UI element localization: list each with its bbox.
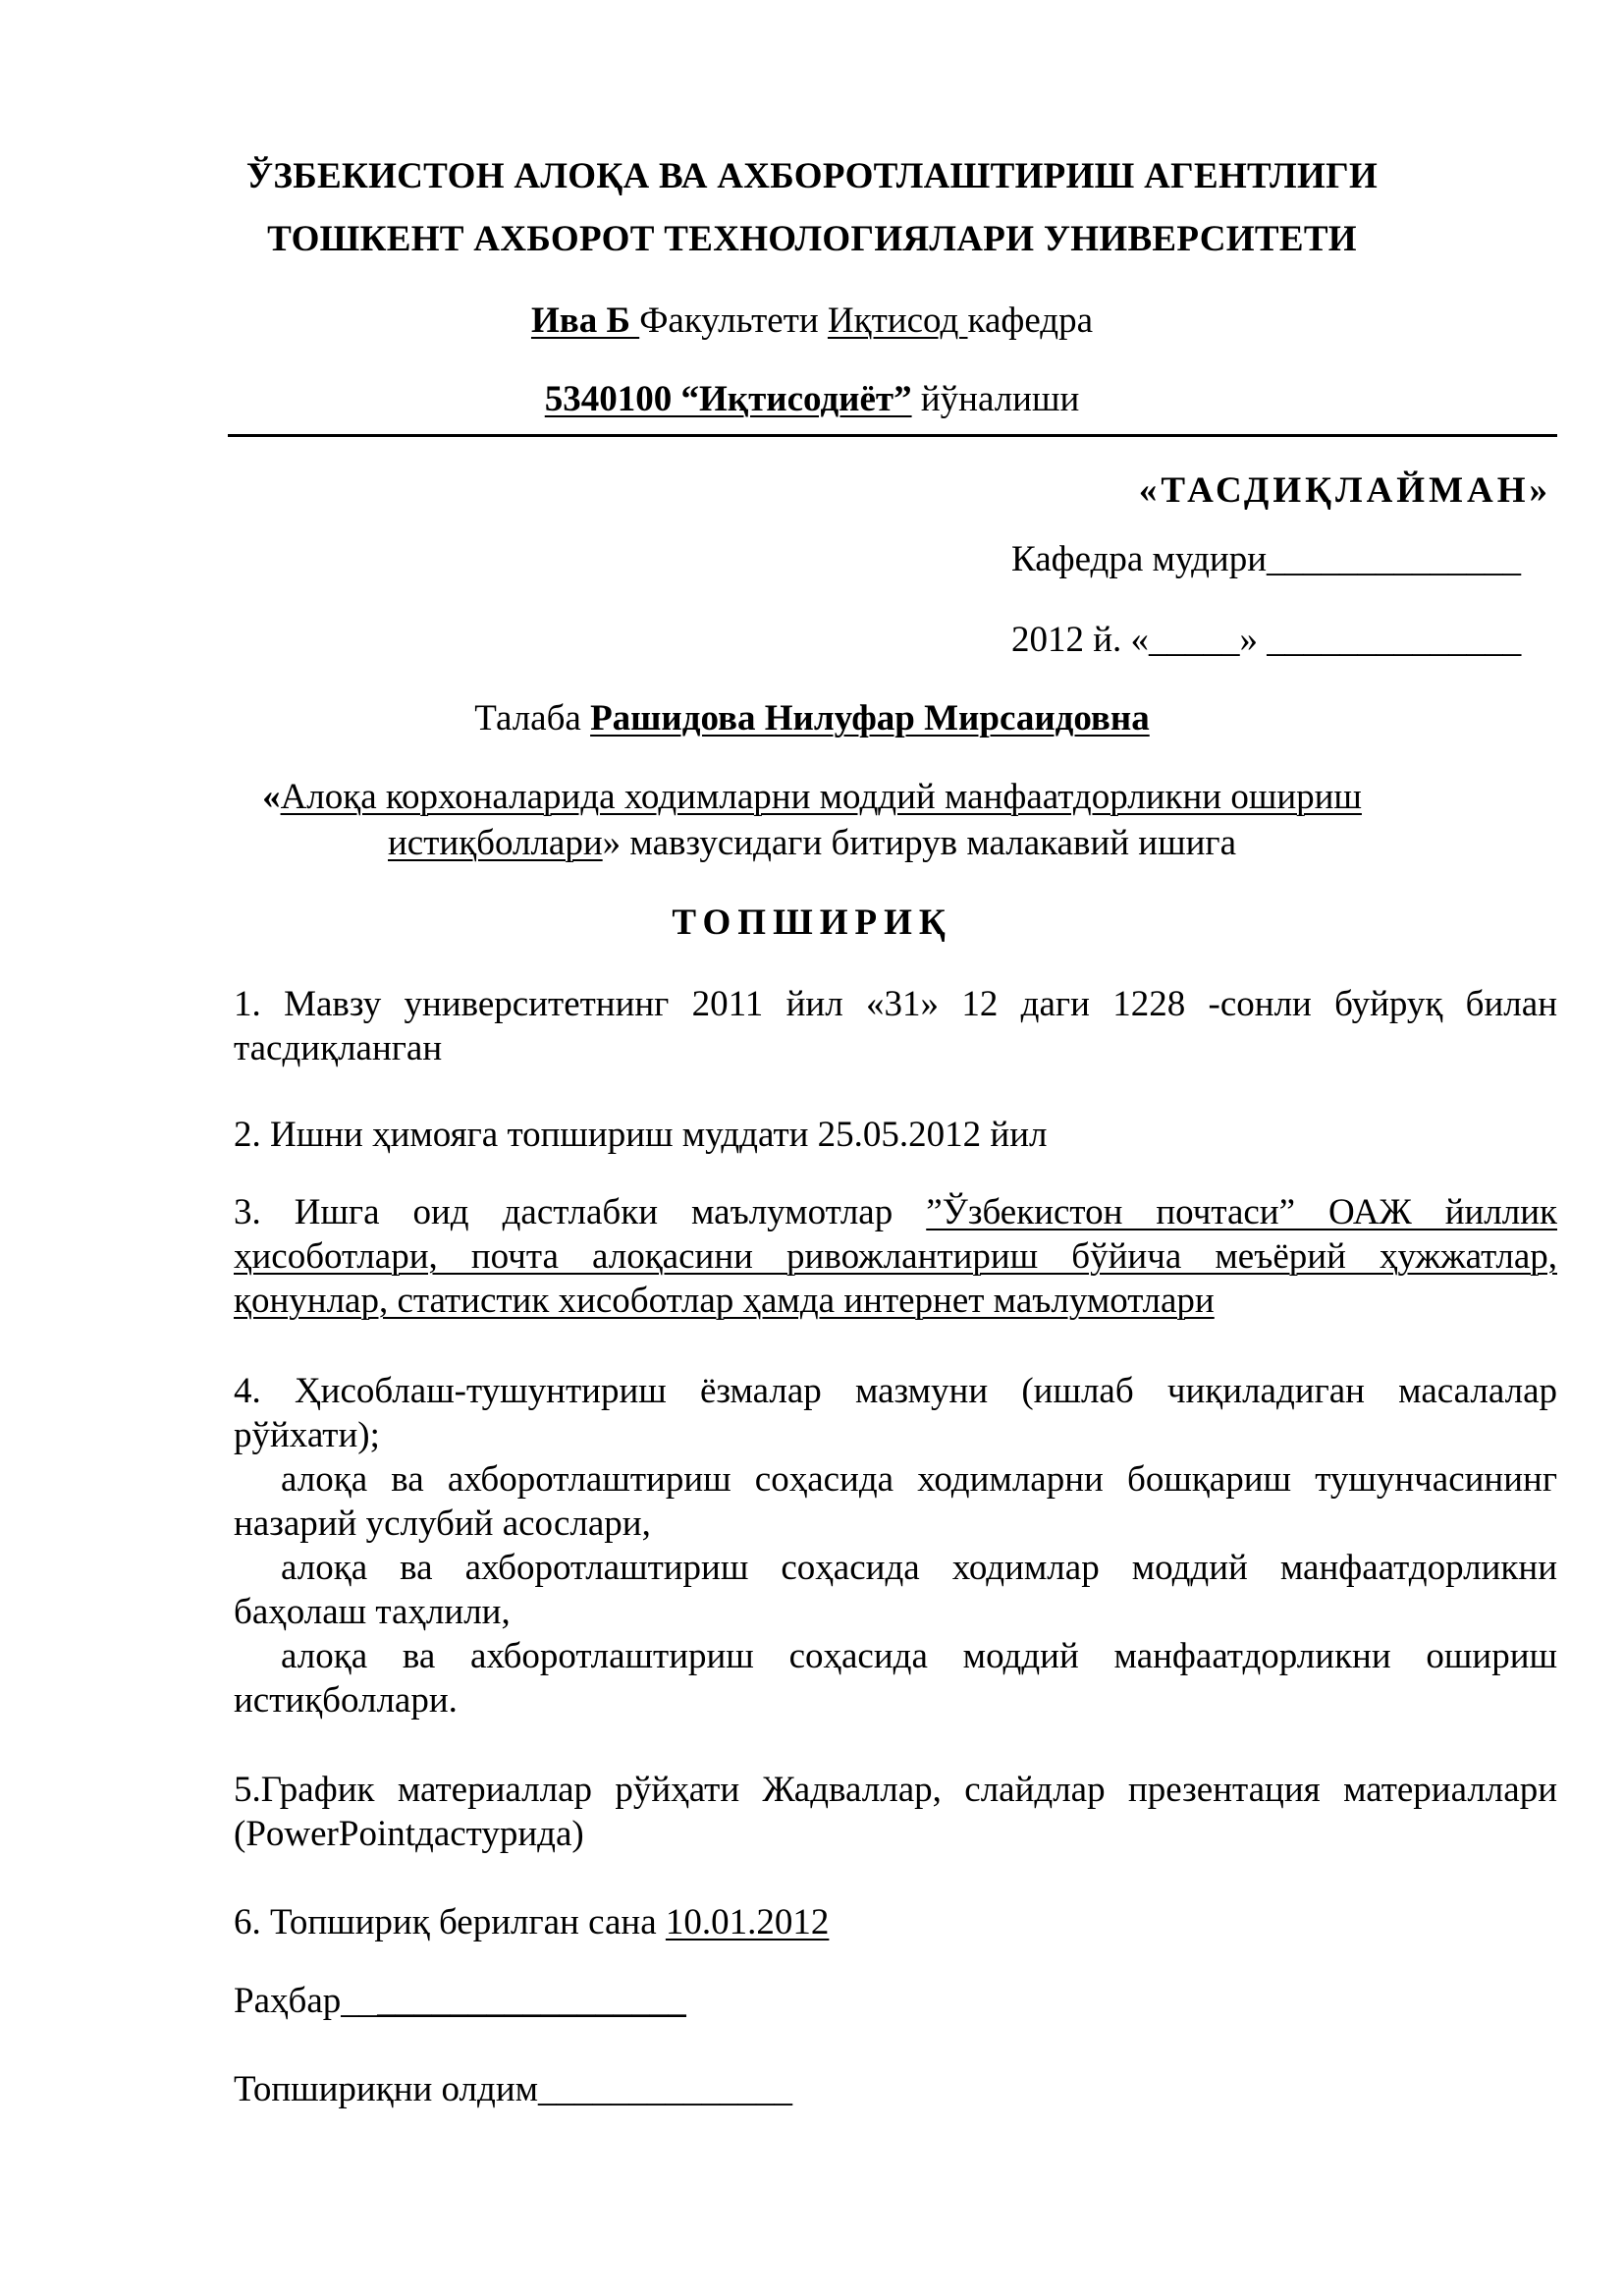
- student-name: Рашидова Нилуфар Мирсаидовна: [590, 698, 1150, 738]
- topic-open-quote: «: [262, 777, 281, 817]
- item-1: 1. Мавзу университетнинг 2011 йил «31» 12 даги 1228 -сонли буйруқ билан тасдиқланган: [234, 984, 1557, 1068]
- agency-heading: ЎЗБЕКИСТОН АЛОҚА ВА АХБОРОТЛАШТИРИШ АГЕНТЛИГИ: [245, 156, 1379, 196]
- item-6: [234, 1899, 1557, 1945]
- item-6-label: 6. Топшириқ берилган сана: [234, 1902, 666, 1942]
- approval-title: «ТАСДИҚЛАЙМАН»: [1138, 470, 1551, 511]
- item-6-date: 10.01.2012: [665, 1902, 830, 1942]
- approval-date-line: 2012 й. «_____» ______________: [1011, 620, 1522, 660]
- item-4-point-c: алоқа ва ахборотлаштириш соҳасида моддий манфаатдорликни ошириш истиқболлари.: [234, 1636, 1557, 1721]
- item-2: 2. Ишни ҳимояга топшириш муддати 25.05.2012 йил: [234, 1115, 1048, 1155]
- direction-code: 5340100 “Иқтисодиёт”: [544, 379, 912, 419]
- student-line: [0, 697, 1624, 739]
- item-3: [234, 1190, 1557, 1323]
- faculty-name: Ива Б: [530, 301, 640, 341]
- topic-rest: » мавзусидаги битирув малакавий ишига: [602, 823, 1236, 863]
- department-head-line: Кафедра мудири______________: [1011, 539, 1522, 579]
- direction-line: [0, 378, 1624, 420]
- item-3-label: 3. Ишга оид дастлабки маълумотлар: [234, 1192, 927, 1232]
- header-divider: [228, 434, 1557, 437]
- topic-block: [0, 774, 1624, 866]
- item-4-point-b: алоқа ва ахборотлаштириш соҳасида ходимлар моддий манфаатдорликни баҳолаш таҳлили,: [234, 1548, 1557, 1632]
- department-name: Иқтисод: [827, 301, 968, 341]
- topic-line-1: Алоқа корхоналарида ходимларни моддий манфаатдорликни ошириш: [280, 777, 1362, 817]
- supervisor-signature-line: _________________: [377, 1981, 686, 2021]
- student-label: Талаба: [474, 698, 591, 738]
- university-heading: ТОШКЕНТ АХБОРОТ ТЕХНОЛОГИЯЛАРИ УНИВЕРСИТЕТИ: [267, 219, 1357, 259]
- item-3-value: ”Ўзбекистон почтаси” ОАЖ йиллик ҳисоботлари, почта алоқасини ривожлантириш бўйича меъёрий ҳужжатлар, қонунлар, статистик хисоботлар ҳамда интернет маълумотлари: [234, 1192, 1558, 1321]
- faculty-line: [0, 300, 1624, 342]
- direction-word: йўналиши: [911, 379, 1080, 419]
- faculty-word: Факультети: [639, 301, 828, 341]
- item-4-intro: 4. Ҳисоблаш-тушунтириш ёзмалар мазмуни (ишлаб чиқиладиган масалалар рўйхати);: [234, 1371, 1557, 1455]
- supervisor-line: [234, 1978, 1557, 2024]
- task-title: ТОПШИРИҚ: [672, 902, 952, 943]
- department-word: кафедра: [967, 301, 1094, 341]
- received-line: Топшириқни олдим______________: [234, 2069, 793, 2109]
- item-4-point-a: алоқа ва ахборотлаштириш соҳасида ходимларни бошқариш тушунчасининг назарий услубий асослари,: [234, 1459, 1557, 1544]
- supervisor-label: Раҳбар__: [234, 1981, 378, 2021]
- item-5: 5.График материаллар рўйҳати Жадваллар, слайдлар презентация материаллари (PowerPointдастурида): [234, 1770, 1557, 1854]
- topic-line-2: истиқболлари: [388, 823, 603, 863]
